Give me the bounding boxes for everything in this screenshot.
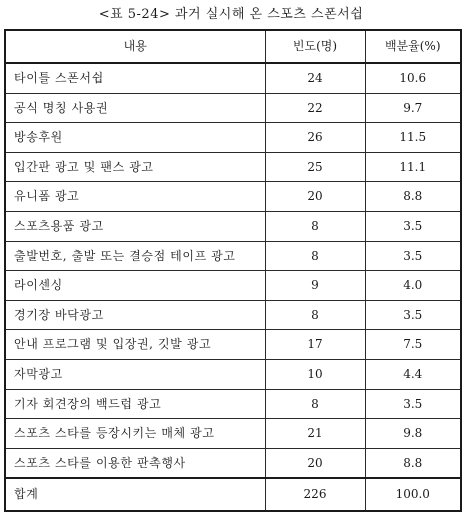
total-row bbox=[5, 478, 461, 511]
row-count: 8 bbox=[265, 241, 365, 271]
total-label: 합계 bbox=[5, 478, 265, 511]
row-count: 9 bbox=[265, 271, 365, 301]
row-label: 방송후원 bbox=[5, 123, 265, 153]
table-row bbox=[5, 359, 461, 389]
table-row bbox=[5, 330, 461, 360]
row-percent: 11.1 bbox=[365, 152, 461, 182]
row-count: 8 bbox=[265, 389, 365, 419]
row-percent: 3.5 bbox=[365, 241, 461, 271]
table-row bbox=[5, 241, 461, 271]
table-row bbox=[5, 93, 461, 123]
row-percent: 4.0 bbox=[365, 271, 461, 301]
row-label: 기자 회견장의 백드럽 광고 bbox=[5, 389, 265, 419]
row-count: 10 bbox=[265, 359, 365, 389]
row-percent: 8.8 bbox=[365, 182, 461, 212]
row-label: 유니폼 광고 bbox=[5, 182, 265, 212]
row-label: 경기장 바닥광고 bbox=[5, 300, 265, 330]
table-caption: <표 5-24> 과거 실시해 온 스포츠 스폰서쉽 bbox=[98, 7, 364, 22]
header-row bbox=[5, 30, 461, 63]
table-row bbox=[5, 448, 461, 478]
row-percent: 9.8 bbox=[365, 419, 461, 449]
row-label: 스포츠용품 광고 bbox=[5, 211, 265, 241]
row-label: 타이틀 스폰서쉽 bbox=[5, 63, 265, 93]
table-row bbox=[5, 182, 461, 212]
row-count: 20 bbox=[265, 448, 365, 478]
total-percent: 100.0 bbox=[365, 478, 461, 511]
table-row bbox=[5, 211, 461, 241]
row-count: 8 bbox=[265, 211, 365, 241]
row-percent: 3.5 bbox=[365, 211, 461, 241]
table-row bbox=[5, 152, 461, 182]
row-label: 스포츠 스타를 이용한 판촉행사 bbox=[5, 448, 265, 478]
row-percent: 3.5 bbox=[365, 300, 461, 330]
row-percent: 9.7 bbox=[365, 93, 461, 123]
row-count: 17 bbox=[265, 330, 365, 360]
row-percent: 10.6 bbox=[365, 63, 461, 93]
table-row bbox=[5, 123, 461, 153]
header-percentage: 백분율(%) bbox=[365, 30, 461, 63]
row-count: 20 bbox=[265, 182, 365, 212]
table-row bbox=[5, 271, 461, 301]
row-percent: 8.8 bbox=[365, 448, 461, 478]
row-label: 라이센싱 bbox=[5, 271, 265, 301]
row-count: 25 bbox=[265, 152, 365, 182]
row-percent: 11.5 bbox=[365, 123, 461, 153]
row-count: 21 bbox=[265, 419, 365, 449]
table-row bbox=[5, 419, 461, 449]
row-percent: 3.5 bbox=[365, 389, 461, 419]
row-label: 공식 명칭 사용권 bbox=[5, 93, 265, 123]
row-label: 자막광고 bbox=[5, 359, 265, 389]
row-count: 24 bbox=[265, 63, 365, 93]
row-count: 26 bbox=[265, 123, 365, 153]
header-content: 내용 bbox=[5, 30, 265, 63]
row-label: 안내 프로그램 및 입장권, 깃발 광고 bbox=[5, 330, 265, 360]
header-frequency: 빈도(명) bbox=[265, 30, 365, 63]
sponsorship-table bbox=[4, 29, 462, 512]
row-label: 출발번호, 출발 또는 결승점 테이프 광고 bbox=[5, 241, 265, 271]
row-label: 입간판 광고 및 팬스 광고 bbox=[5, 152, 265, 182]
table-row bbox=[5, 63, 461, 93]
table-row bbox=[5, 300, 461, 330]
row-count: 22 bbox=[265, 93, 365, 123]
row-count: 8 bbox=[265, 300, 365, 330]
total-count: 226 bbox=[265, 478, 365, 511]
row-percent: 4.4 bbox=[365, 359, 461, 389]
row-label: 스포츠 스타를 등장시키는 매체 광고 bbox=[5, 419, 265, 449]
row-percent: 7.5 bbox=[365, 330, 461, 360]
table-row bbox=[5, 389, 461, 419]
